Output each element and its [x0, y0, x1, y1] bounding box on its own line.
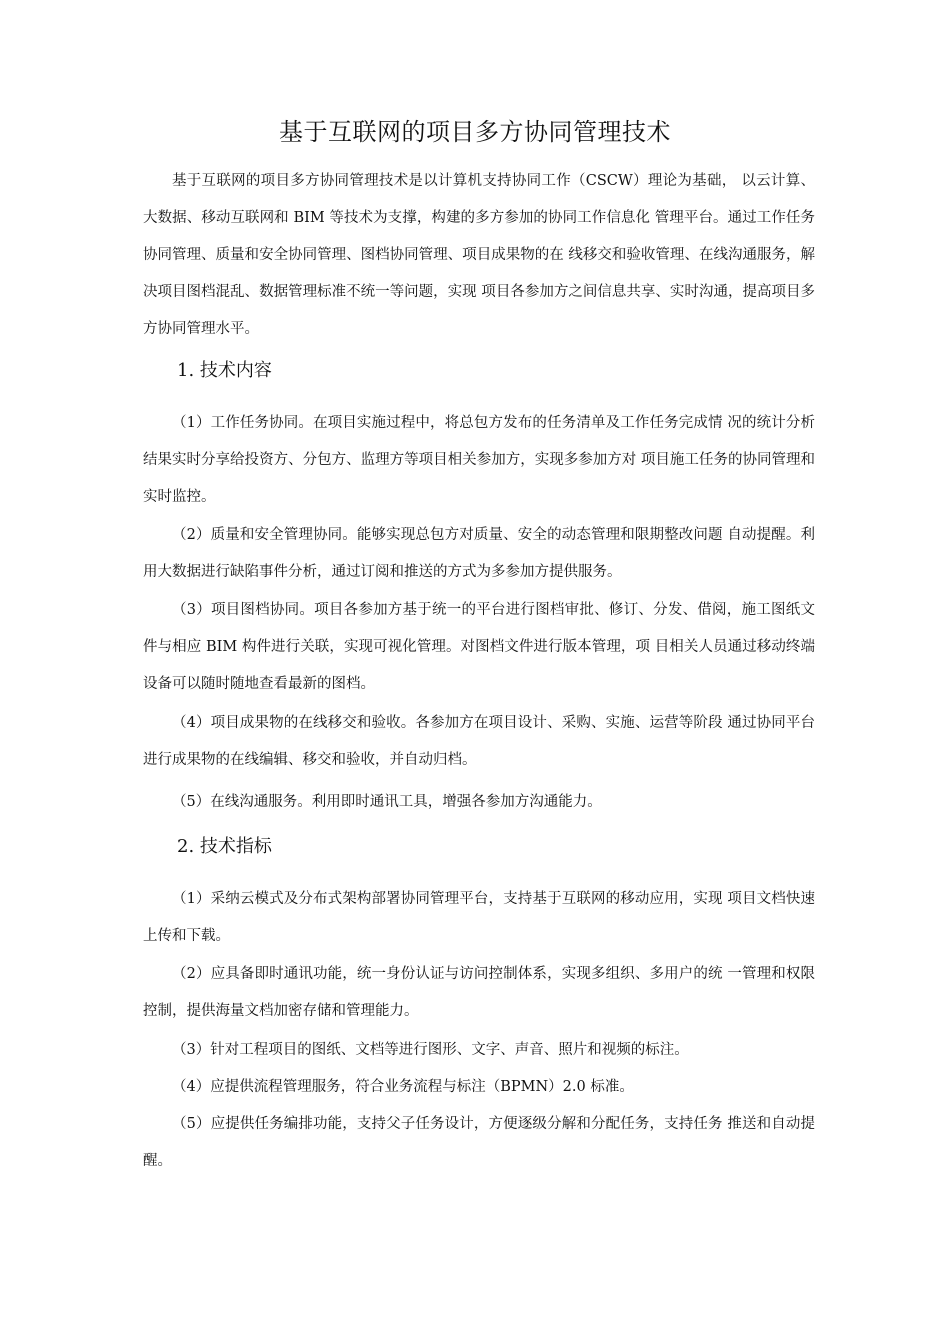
tech-indicator-item-1: （1）采纳云模式及分布式架构部署协同管理平台，支持基于互联网的移动应用，实现 项目文档快速上传和下载。: [143, 891, 815, 944]
tech-indicator-item-3: （3）针对工程项目的图纸、文档等进行图形、文字、声音、照片和视频的标注。: [172, 1042, 689, 1058]
document-title: 基于互联网的项目多方协同管理技术: [279, 118, 671, 146]
intro-paragraph: 基于互联网的项目多方协同管理技术是以计算机支持协同工作（CSCW）理论为基础， 以云计算、大数据、移动互联网和 BIM 等技术为支撑，构建的多方参加的协同工作信息化 管理平台。通过工作任务协同管理、质量和安全协同管理、图档协同管理、项目成果物的在 线移交和验收管理、在线沟通服务，解决项目图档混乱、数据管理标准不统一等问题，实现 项目各参加方之间信息共享、实时沟通，提高项目多方协同管理水平。: [143, 173, 815, 337]
tech-indicator-item-5: （5）应提供任务编排功能，支持父子任务设计，方便逐级分解和分配任务，支持任务 推送和自动提醒。: [143, 1116, 815, 1169]
tech-content-item-4: （4）项目成果物的在线移交和验收。各参加方在项目设计、采购、实施、运营等阶段 通过协同平台进行成果物的在线编辑、移交和验收，并自动归档。: [143, 715, 815, 768]
section-heading-tech-content: 1. 技术内容: [177, 360, 272, 381]
tech-indicator-item-4: （4）应提供流程管理服务，符合业务流程与标注（BPMN）2.0 标准。: [172, 1079, 634, 1095]
tech-indicator-item-2: （2）应具备即时通讯功能，统一身份认证与访问控制体系，实现多组织、多用户的统 一管理和权限控制，提供海量文档加密存储和管理能力。: [143, 966, 815, 1019]
tech-content-item-3: （3）项目图档协同。项目各参加方基于统一的平台进行图档审批、修订、分发、借阅，施工图纸文件与相应 BIM 构件进行关联，实现可视化管理。对图档文件进行版本管理，项 目相关人员通过移动终端设备可以随时随地查看最新的图档。: [143, 602, 815, 692]
tech-content-item-1: （1）工作任务协同。在项目实施过程中，将总包方发布的任务清单及工作任务完成情 况的统计分析结果实时分享给投资方、分包方、监理方等项目相关参加方，实现多参加方对 项目施工任务的协同管理和实时监控。: [143, 415, 815, 505]
tech-content-item-2: （2）质量和安全管理协同。能够实现总包方对质量、安全的动态管理和限期整改问题 自动提醒。利用大数据进行缺陷事件分析，通过订阅和推送的方式为多参加方提供服务。: [143, 527, 815, 580]
section-heading-tech-indicators: 2. 技术指标: [177, 836, 272, 857]
tech-content-item-5: （5）在线沟通服务。利用即时通讯工具，增强各参加方沟通能力。: [172, 794, 602, 810]
